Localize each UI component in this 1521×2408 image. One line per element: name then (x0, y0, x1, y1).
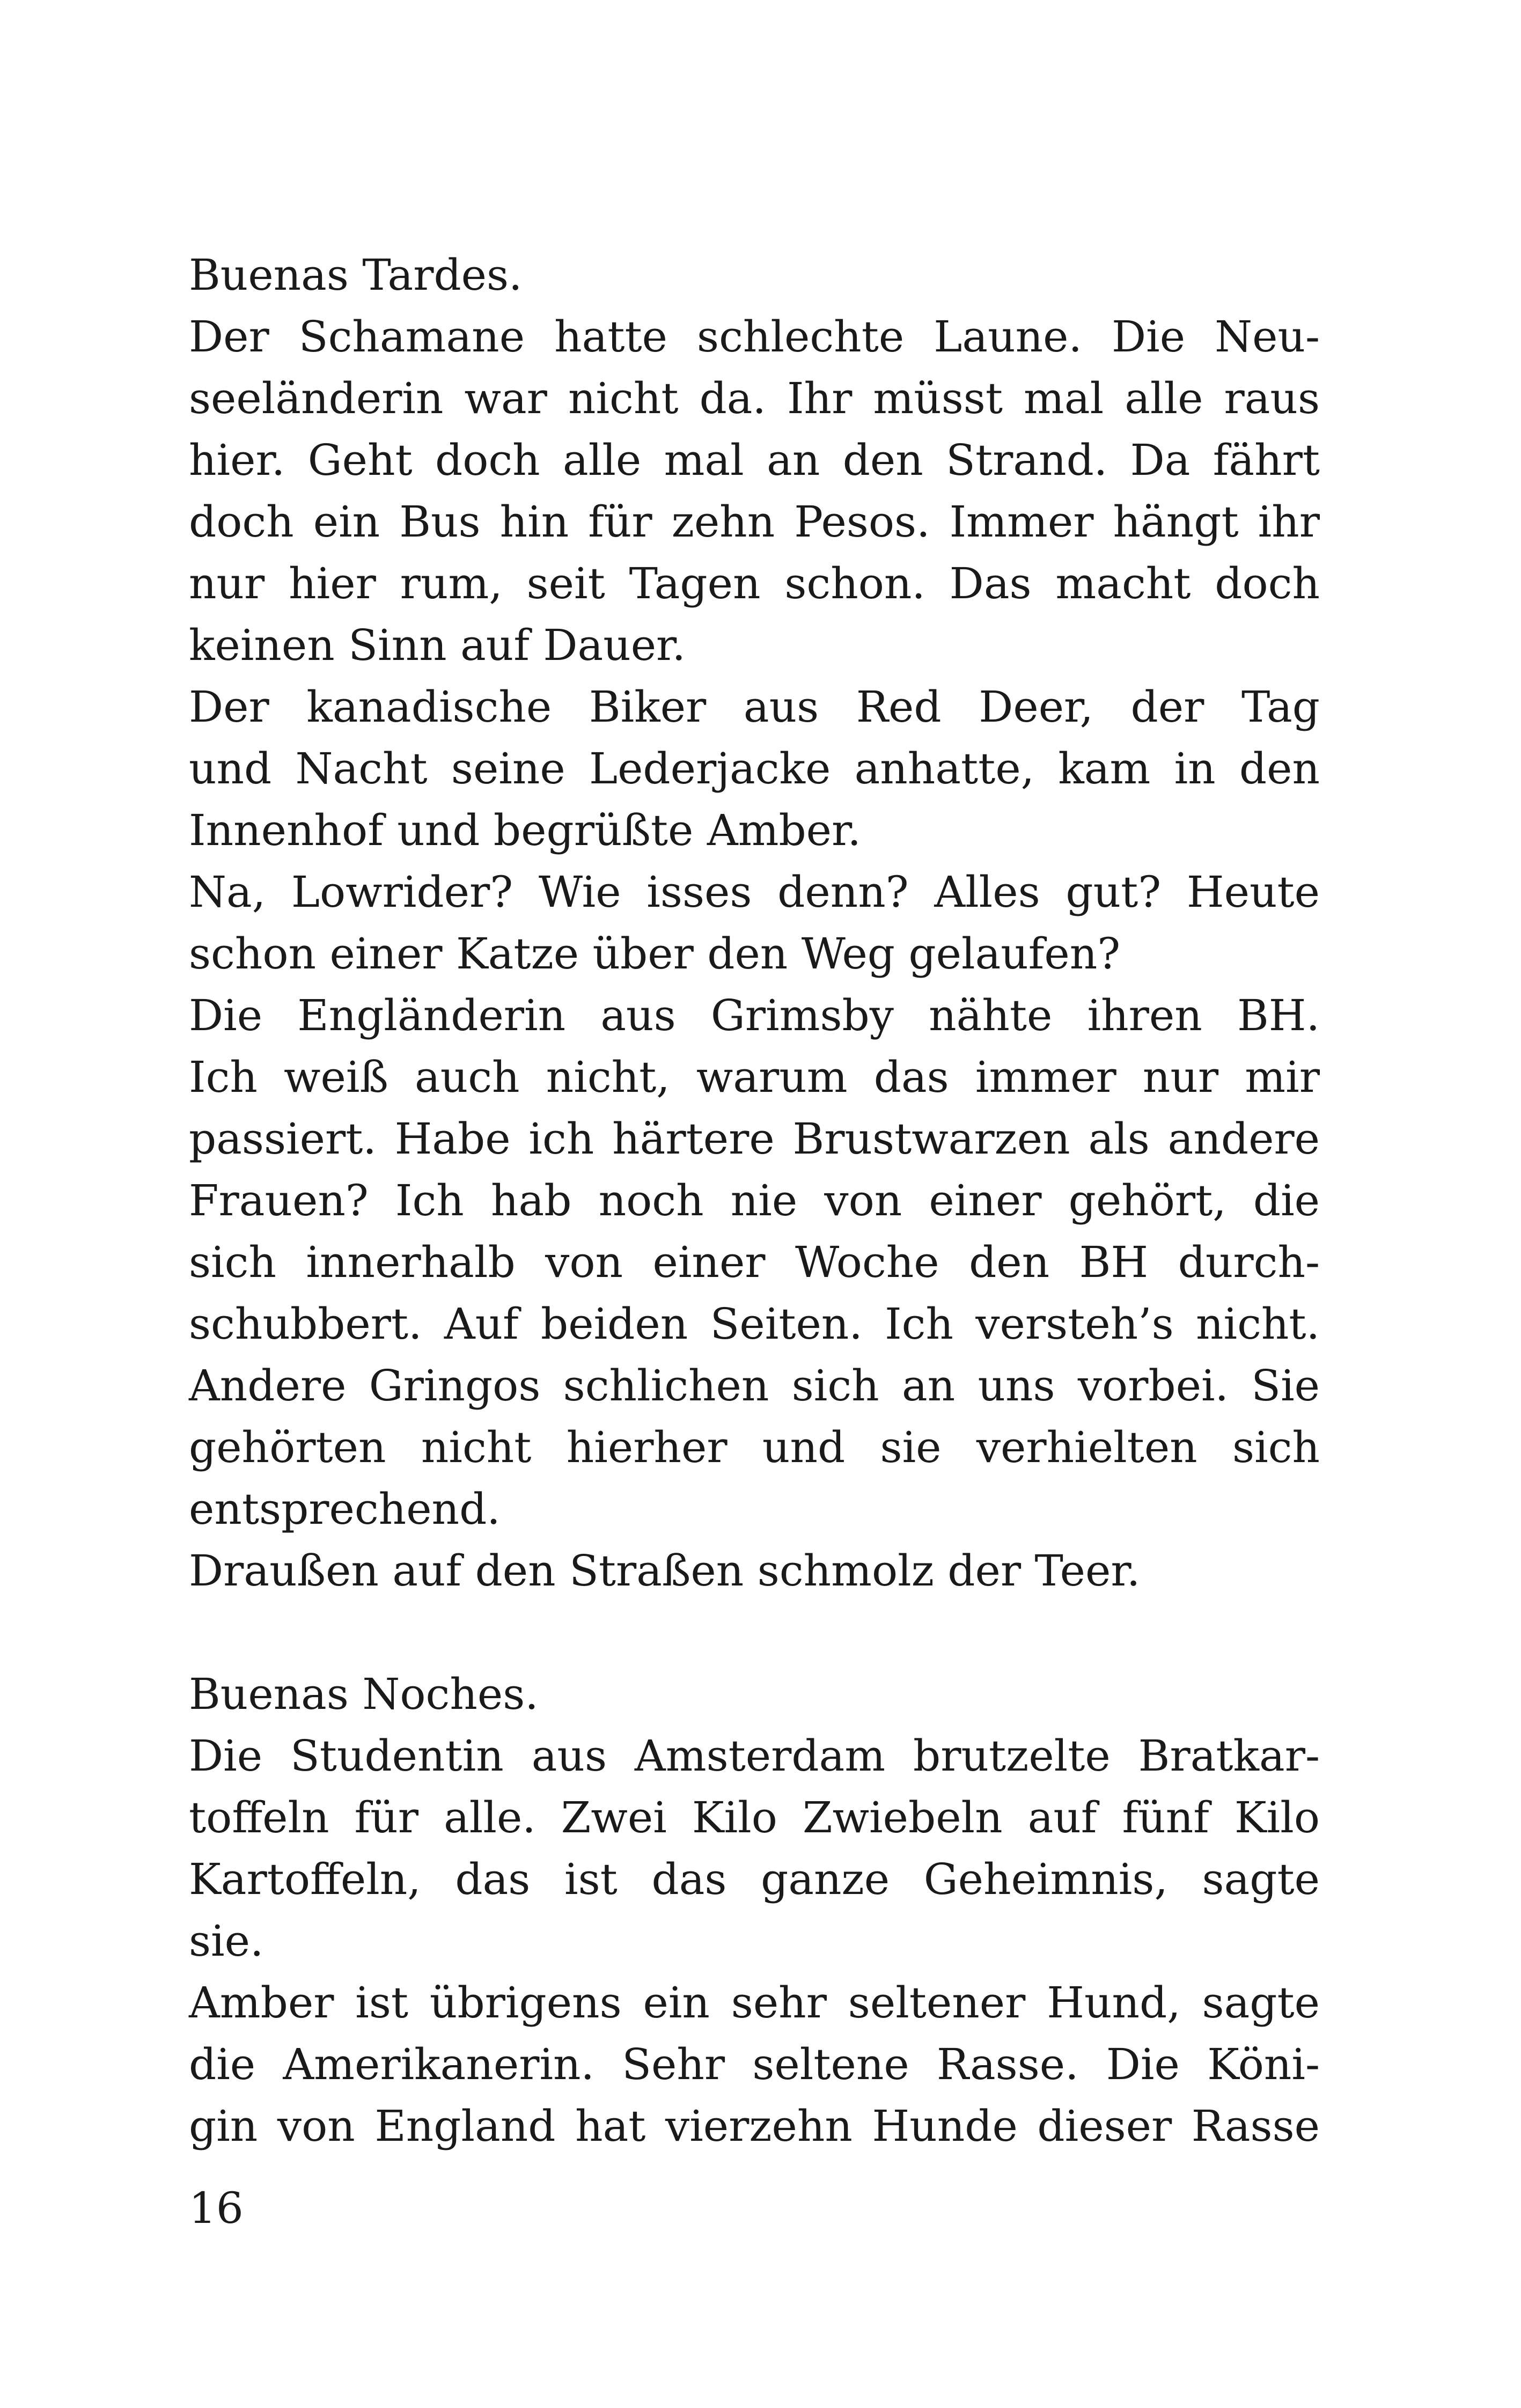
text-line: hier. Geht doch alle mal an den Strand. Da fährt (189, 435, 1320, 485)
text-line: sich innerhalb von einer Woche den BH durch- (189, 1237, 1320, 1287)
text-line: keinen Sinn auf Dauer. (189, 620, 686, 670)
text-line: Buenas Tardes. (189, 250, 523, 300)
page-number: 16 (189, 2183, 244, 2233)
text-line: Der Schamane hatte schlechte Laune. Die Neu- (189, 312, 1320, 362)
text-line: seeländerin war nicht da. Ihr müsst mal alle raus (189, 373, 1320, 423)
text-line: schubbert. Auf beiden Seiten. Ich versteh’s nicht. (189, 1299, 1320, 1349)
text-line: Ich weiß auch nicht, warum das immer nur mir (189, 1052, 1320, 1102)
body-text (189, 244, 1320, 2157)
text-line: nur hier rum, seit Tagen schon. Das macht doch (189, 559, 1320, 608)
text-line: Andere Gringos schlichen sich an uns vorbei. Sie (189, 1361, 1320, 1411)
text-line: passiert. Habe ich härtere Brustwarzen als andere (189, 1114, 1320, 1164)
text-line: Frauen? Ich hab noch nie von einer gehört, die (189, 1176, 1320, 1225)
text-line: Amber ist übrigens ein sehr seltener Hund, sagte (189, 1978, 1320, 2028)
text-line: doch ein Bus hin für zehn Pesos. Immer hängt ihr (189, 497, 1320, 547)
text-line: gin von England hat vierzehn Hunde dieser Rasse (189, 2101, 1320, 2151)
text-line: Buenas Noches. (189, 1669, 539, 1719)
text-line: Innenhof und begrüßte Amber. (189, 805, 861, 855)
text-line: toffeln für alle. Zwei Kilo Zwiebeln auf fünf Kilo (189, 1793, 1320, 1842)
text-line: schon einer Katze über den Weg gelaufen? (189, 929, 1121, 979)
text-line: Draußen auf den Straßen schmolz der Teer. (189, 1546, 1141, 1596)
text-line: Die Engländerin aus Grimsby nähte ihren BH. (189, 990, 1320, 1040)
text-line: Kartoffeln, das ist das ganze Geheimnis, sagte (189, 1854, 1320, 1904)
text-line: entsprechend. (189, 1484, 501, 1534)
text-line: die Amerikanerin. Sehr seltene Rasse. Die Köni- (189, 2039, 1320, 2089)
text-line: Na, Lowrider? Wie isses denn? Alles gut? Heute (189, 867, 1320, 917)
text-line: Der kanadische Biker aus Red Deer, der Tag (189, 682, 1320, 732)
text-line: gehörten nicht hierher und sie verhielten sich (189, 1422, 1320, 1472)
text-line: und Nacht seine Lederjacke anhatte, kam in den (189, 744, 1320, 794)
text-line: sie. (189, 1916, 264, 1966)
text-line: Die Studentin aus Amsterdam brutzelte Bratkar- (189, 1731, 1320, 1781)
paragraph-gap (189, 1602, 1320, 1663)
